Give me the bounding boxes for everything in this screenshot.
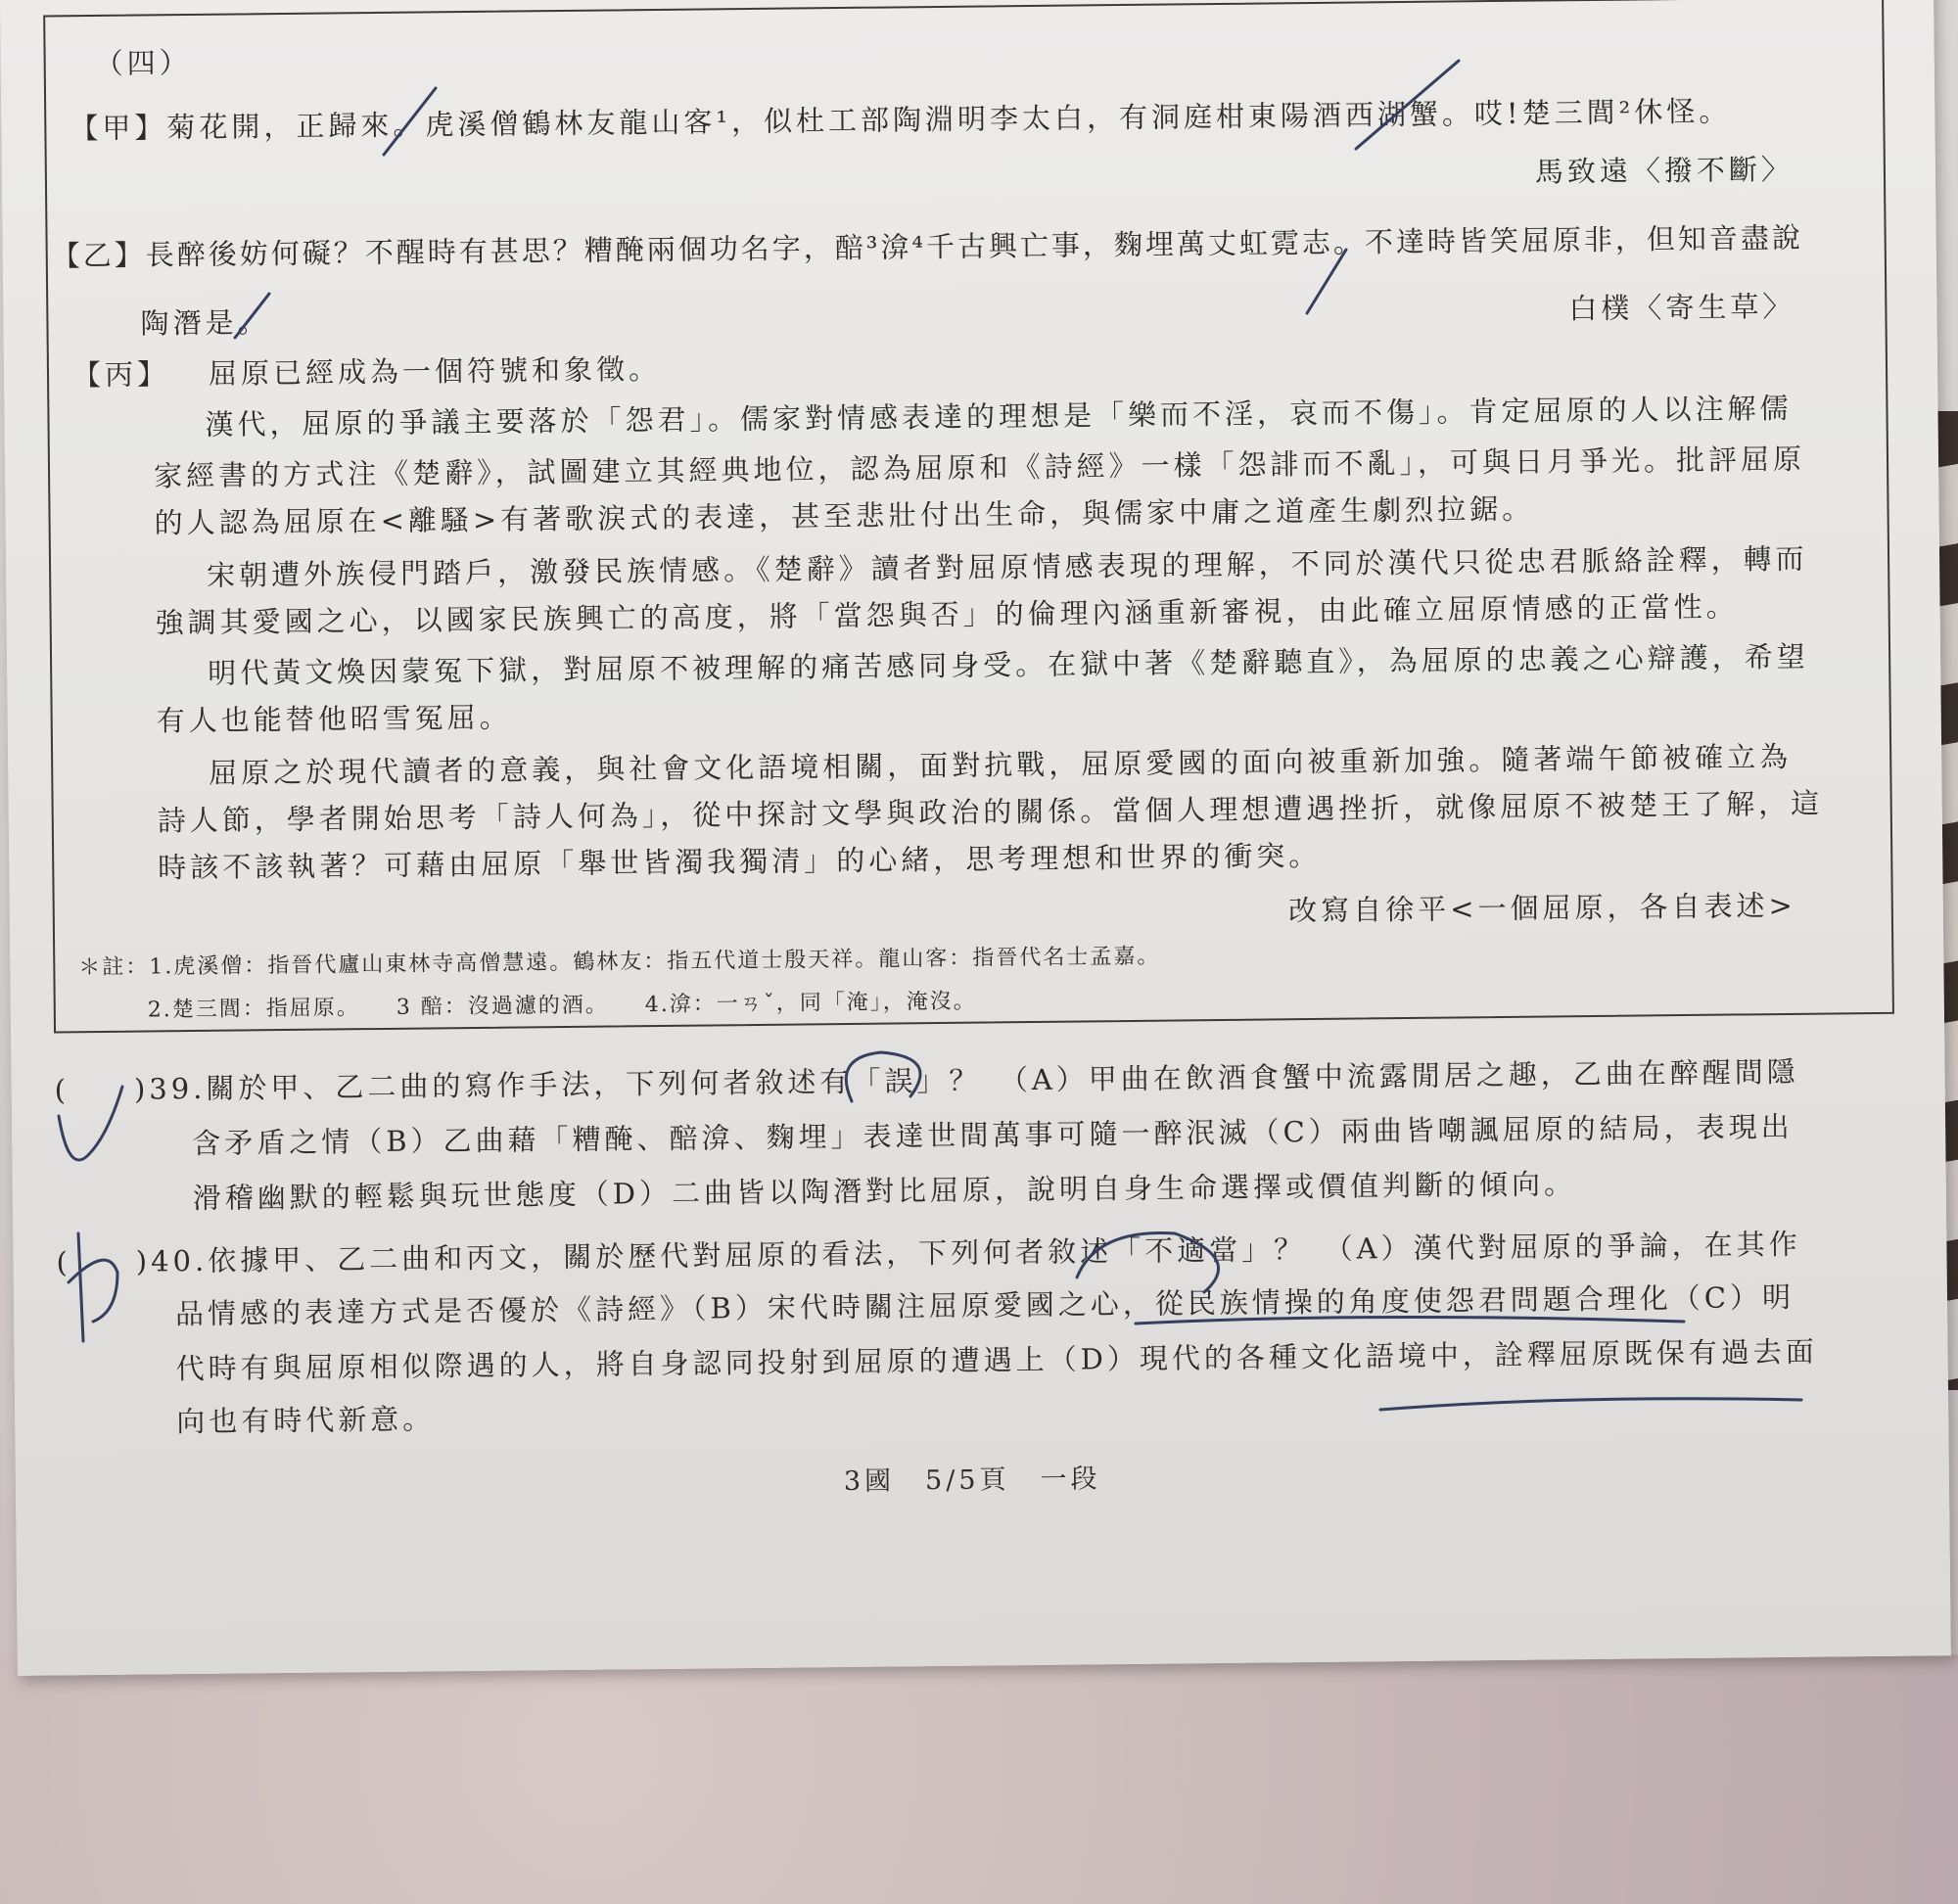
question-39-line: ( )39.關於甲、乙二曲的寫作手法，下列何者敘述有「誤」？ （A）甲曲在飲酒食蟹中流露閒居之趣，乙曲在醉醒間隱 [54,1054,1799,1107]
jia-tag: 【甲】 [70,111,167,146]
jia-line: 菊花開，正歸來。虎溪僧鶴林友龍山客¹，似杜工部陶淵明李太白，有洞庭柑東陽酒西湖蟹。哎!楚三閭²休怪。 [166,94,1732,145]
question-39-line: 滑稽幽默的輕鬆與玩世態度（D）二曲皆以陶潛對比屈原，說明自身生命選擇或價值判斷的傾向。 [192,1167,1577,1216]
slash-mark [1307,250,1346,313]
yi-line-2: 陶潛是。 [140,305,270,341]
circle-mark [1077,1233,1219,1292]
question-40-line: ( )40.依據甲、乙二曲和丙文，關於歷代對屈原的看法，下列何者敘述「不適當」？ （A）漢代對屈原的爭論，在其作 [56,1227,1801,1279]
circle-mark [846,1052,920,1101]
underline-mark [1136,1317,1684,1324]
bing-line: 漢代，屈原的爭議主要落於「怨君」。儒家對情感表達的理想是「樂而不淫，哀而不傷」。肯定屈原的人以注解儒 [205,391,1793,441]
checkmark [59,1087,122,1160]
bing-line: 屈原之於現代讀者的意義，與社會文化語境相關，面對抗戰，屈原愛國的面向被重新加強。隨著端午節被確立為 [209,739,1793,790]
bing-source: 改寫自徐平<一個屈原，各自表述> [1288,888,1796,928]
question-40-line: 向也有時代新意。 [176,1402,436,1439]
bing-line: 明代黃文煥因蒙冤下獄，對屈原不被理解的痛苦感同身受。在獄中著《楚辭聽直》，為屈原的忠義之心辯護，希望 [208,639,1809,690]
bing-line: 有人也能替他昭雪冤屈。 [156,700,512,738]
page-footer: 3國 5/5頁 一段 [843,1463,1101,1498]
bing-line: 的人認為屈原在<離騷>有著歌涙式的表達，甚至悲壯付出生命，與儒家中庸之道產生劇烈拉鋸。 [154,491,1535,540]
bing-line: 時該不該執著？可藉由屈原「舉世皆濁我獨清」的心緒，思考理想和世界的衝突。 [158,838,1322,885]
bing-line: 強調其愛國之心，以國家民族興亡的高度，將「當怨與否」的倫理內涵重新審視，由此確立屈原情感的正當性。 [155,589,1739,640]
yi-tag: 【乙】 [51,238,146,273]
footnote-line-1: ＊註：1.虎溪僧：指晉代廬山東林寺高僧慧遠。鶴林友：指五代道士殷天祥。龍山客：指晉代名士孟嘉。 [78,944,1161,981]
slash-mark [384,88,436,155]
bing-tag: 【丙】 [71,357,170,393]
handwritten-answer [69,1233,117,1341]
question-39-line: 含矛盾之情（B）乙曲藉「糟醃、醅渰、麴埋」表達世間萬事可隨一醉泯滅（C）兩曲皆嘲諷屈原的結局，表現出 [192,1109,1794,1161]
slash-mark [1356,61,1459,149]
footnote-line-2: 2.楚三閭：指屈原。 3 醅：沒過濾的酒。 4.渰：一ㄢˇ，同「淹」，淹沒。 [147,989,977,1023]
bing-line: 家經書的方式注《楚辭》，試圖建立其經典地位，認為屈原和《詩經》一樣「怨誹而不亂」，可與日月爭光。批評屈原 [153,441,1806,493]
bing-line: 宋朝遭外族侵門踏戶，激發民族情感。《楚辭》讀者對屈原情感表現的理解，不同於漢代只從忠君脈絡詮釋，轉而 [206,541,1808,592]
question-40-line: 品情感的表達方式是否優於《詩經》（B）宋代時關注屈原愛國之心，從民族情操的角度使怨君問題合理化（C）明 [174,1279,1795,1331]
question-40-line: 代時有與屈原相似際遇的人，將自身認同投射到屈原的遭遇上（D）現代的各種文化語境中，詮釋屈原既保有過去面 [175,1334,1819,1386]
bing-line: 詩人節，學者開始思考「詩人何為」，從中探討文學與政治的關係。當個人理想遭遇挫折，就像屈原不被楚王了解，這 [157,786,1824,838]
jia-author: 馬致遠〈撥不斷〉 [1534,152,1795,189]
slash-mark [235,294,269,338]
yi-author: 白樸〈寄生草〉 [1568,289,1795,326]
underline-mark [1380,1399,1801,1410]
yi-line-1: 長醉後妨何礙？不醒時有甚思？糟醃兩個功名字，醅³渰⁴千古興亡事，麴埋萬丈虹霓志。不達時皆笑屈原非，但知音盡說 [145,220,1804,272]
section-label: （四） [94,45,192,80]
bing-p1: 屈原已經成為一個符號和象徵。 [208,351,662,391]
